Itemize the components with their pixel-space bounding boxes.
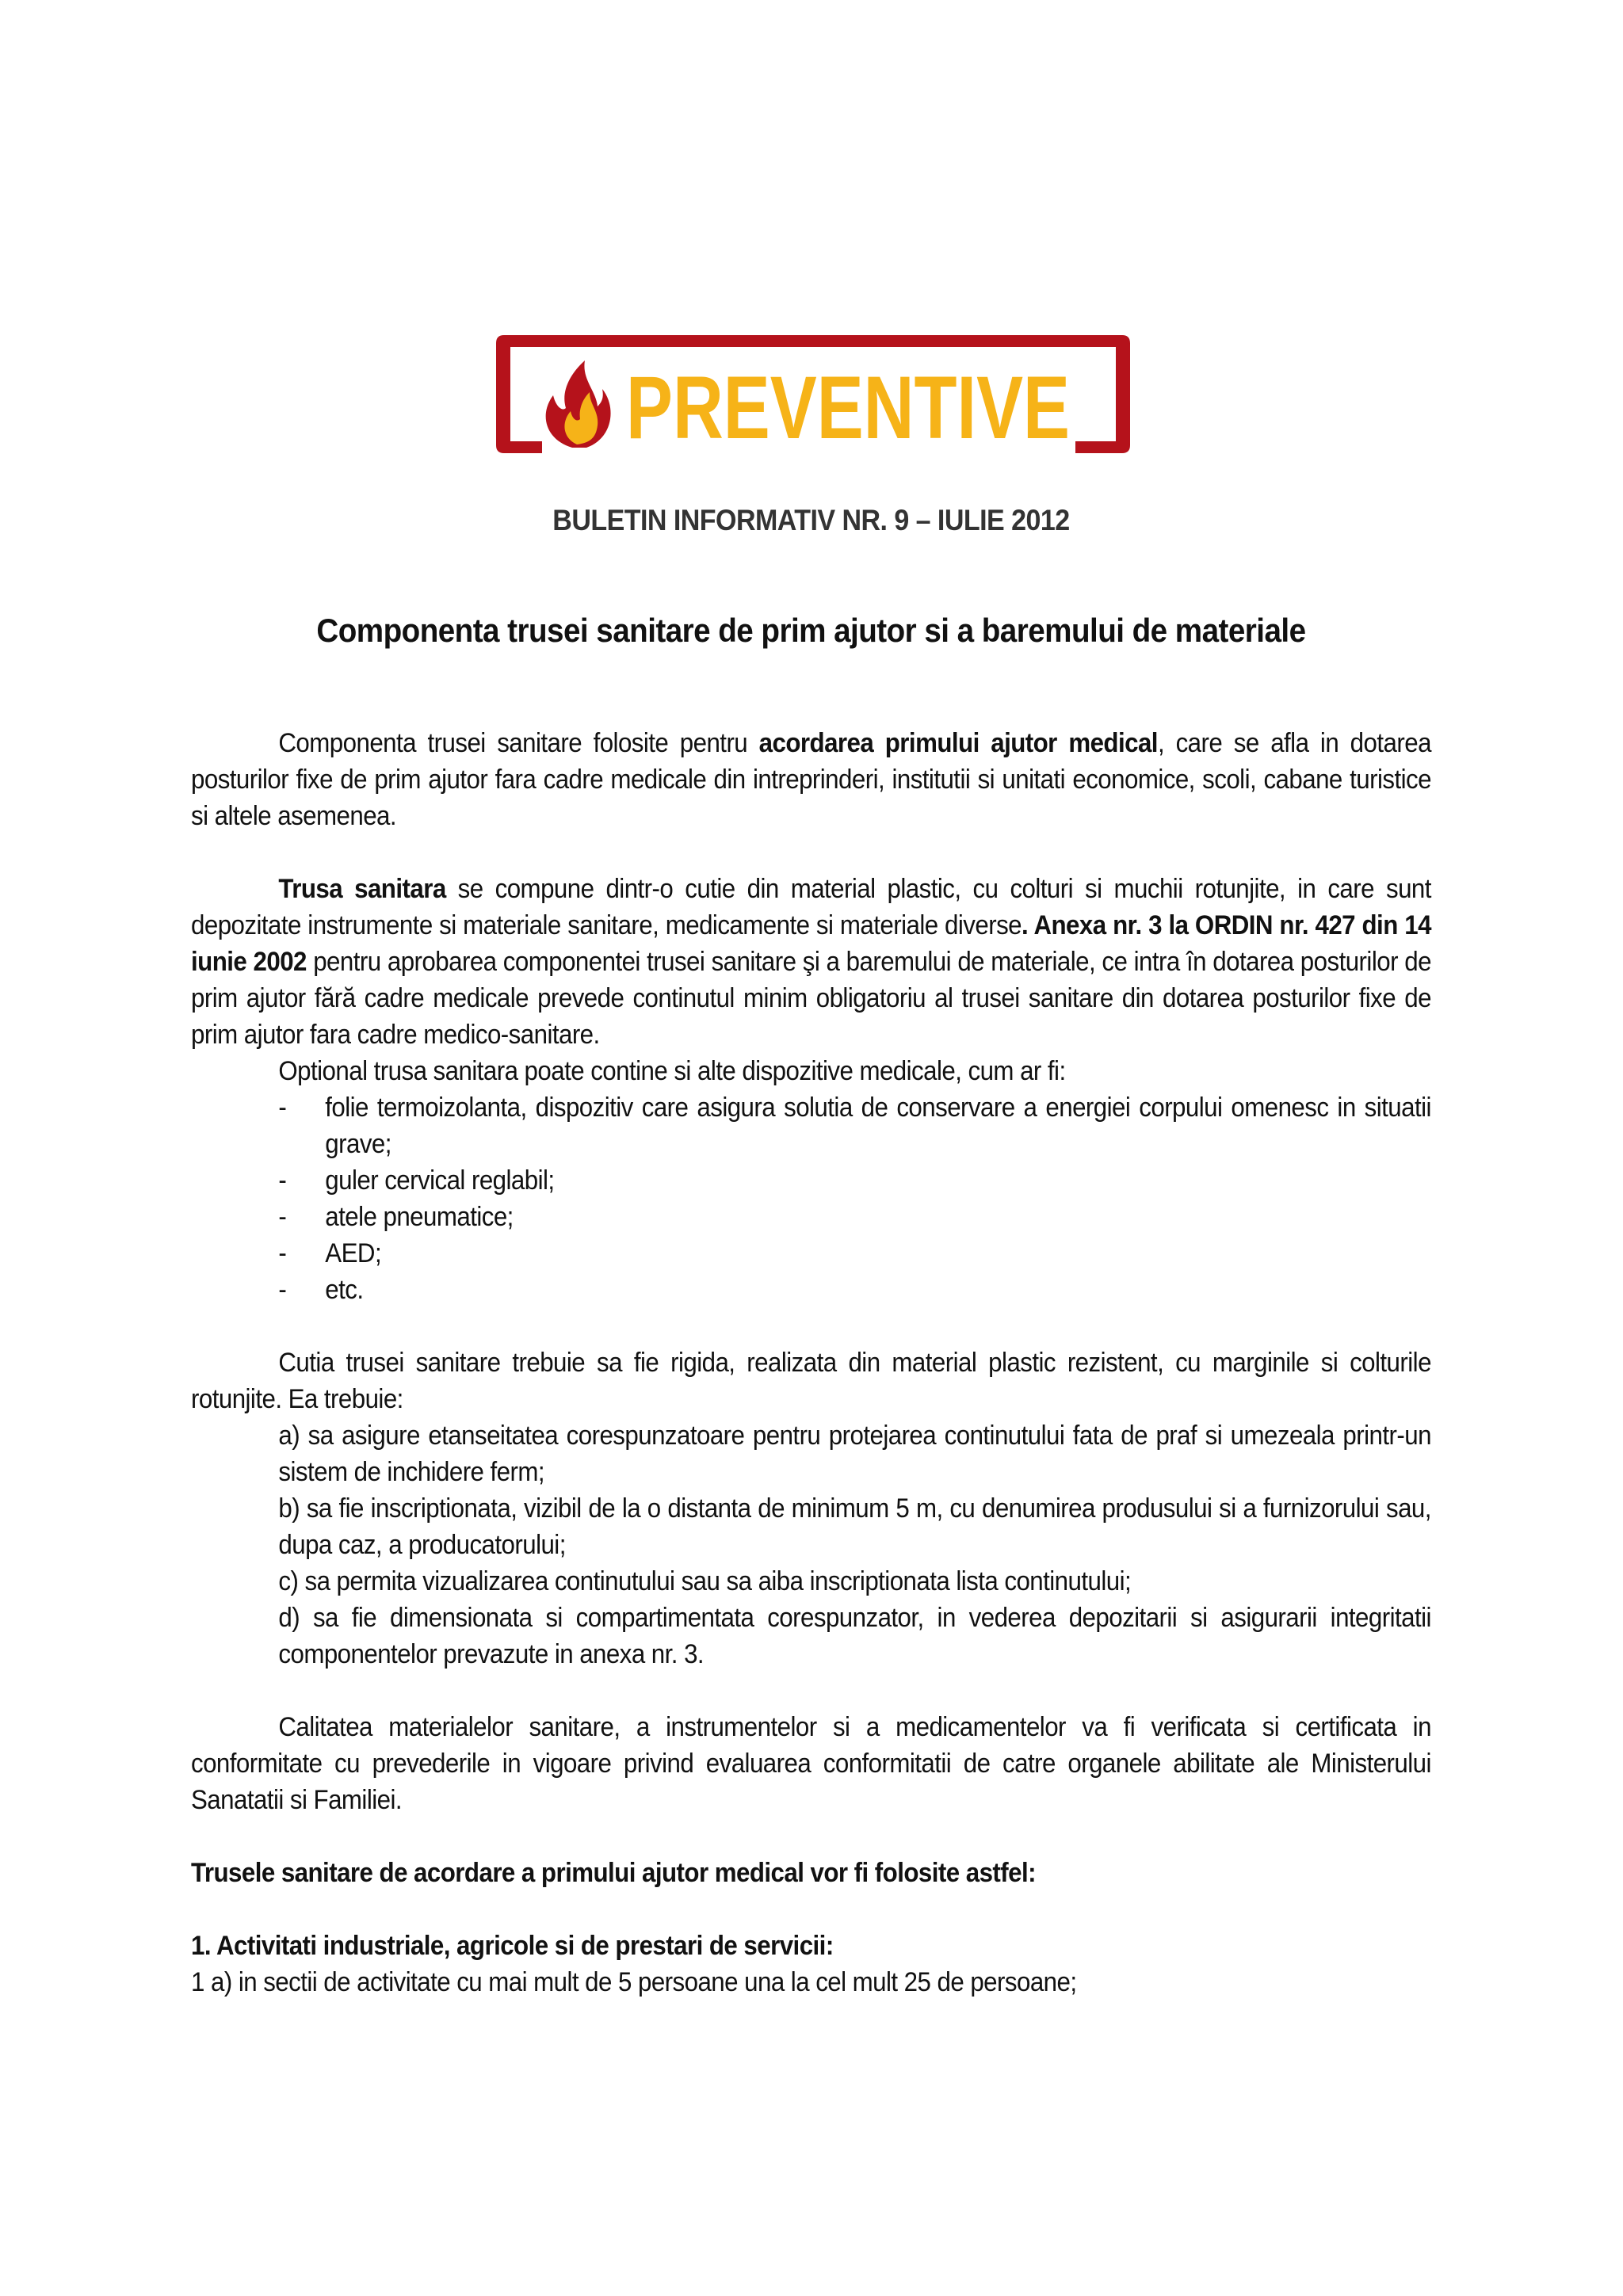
list-item: - etc. xyxy=(278,1275,364,1305)
list-item: - AED; xyxy=(278,1238,382,1268)
list-item: - atele pneumatice; xyxy=(278,1202,514,1232)
list-item: - folie termoizolanta, dispozitiv care asigura solutia de conservare a energiei corpului omenesc in situatii grave; xyxy=(278,1093,1431,1159)
usage-heading: Trusele sanitare de acordare a primului ajutor medical vor fi folosite astfel: xyxy=(191,1858,1037,1888)
document-body xyxy=(191,491,1431,2000)
kit-description-paragraph: Trusa sanitara se compune dintr-o cutie din material plastic, cu colturi si muchii rotunjite, in care sunt depozitate instrumente si materiale sanitare, medicamente si materiale diverse. Anexa nr. 3 la ORDIN nr. 427 din 14 iunie 2002 pentru aprobarea componentei trusei sanitare şi a baremului de materiale, ce intra în dotarea posturilor de prim ajutor fără cadre medicale prevede continutul minim obligatoriu al trusei sanitare din dotarea posturilor fixe de prim ajutor fara cadre medico-sanitare. xyxy=(191,874,1431,1050)
logo-frame-bottom xyxy=(525,441,542,453)
logo-frame-right xyxy=(1075,335,1130,453)
section-1-item-a: 1 a) in sectii de activitate cu mai mult de 5 persoane una la cel mult 25 de persoane; xyxy=(191,1967,1077,1997)
logo-frame-left xyxy=(496,335,525,453)
bulletin-heading: BULETIN INFORMATIV NR. 9 – IULIE 2012 xyxy=(552,504,1070,536)
logo-wordmark: PREVENTIVE xyxy=(626,358,1070,457)
intro-paragraph: Componenta trusei sanitare folosite pentru acordarea primului ajutor medical, care se afla in dotarea posturilor fixe de prim ajutor fara cadre medicale din intreprinderi, institutii si unitati economice, scoli, cabane turistice si altele asemenea. xyxy=(191,728,1431,831)
requirement-c: c) sa permita vizualizarea continutului sau sa aiba inscriptionata lista continutului; xyxy=(278,1566,1132,1596)
requirement-b: b) sa fie inscriptionata, vizibil de la o distanta de minimum 5 m, cu denumirea produsului si a furnizorului sau, dupa caz, a producatorului; xyxy=(278,1493,1431,1560)
logo-frame-top xyxy=(525,335,1103,347)
section-1-heading: 1. Activitati industriale, agricole si de prestari de servicii: xyxy=(191,1931,834,1961)
list-item: - guler cervical reglabil; xyxy=(278,1165,555,1196)
flame-icon xyxy=(546,360,611,448)
preventive-logo xyxy=(493,329,1133,460)
document-title: Componenta trusei sanitare de prim ajutor si a baremului de materiale xyxy=(316,612,1306,649)
box-requirements-paragraph: Cutia trusei sanitare trebuie sa fie rigida, realizata din material plastic rezistent, cu marginile si colturile rotunjite. Ea trebuie: xyxy=(191,1348,1431,1414)
quality-paragraph: Calitatea materialelor sanitare, a instrumentelor si a medicamentelor va fi verificata si certificata in conformitate cu prevederile in vigoare privind evaluarea conformitatii de catre organele abilitate ale Ministerului Sanatatii si Familiei. xyxy=(191,1712,1431,1815)
optional-intro: Optional trusa sanitara poate contine si alte dispozitive medicale, cum ar fi: xyxy=(278,1056,1066,1086)
optional-items-list xyxy=(191,1089,1431,1308)
requirement-d: d) sa fie dimensionata si compartimentata corespunzator, in vederea depozitarii si asigurarii integritatii componentelor prevazute in anexa nr. 3. xyxy=(278,1603,1431,1669)
requirement-a: a) sa asigure etanseitatea corespunzatoare pentru protejarea continutului fata de praf si umezeala printr-un sistem de inchidere ferm; xyxy=(278,1421,1431,1487)
